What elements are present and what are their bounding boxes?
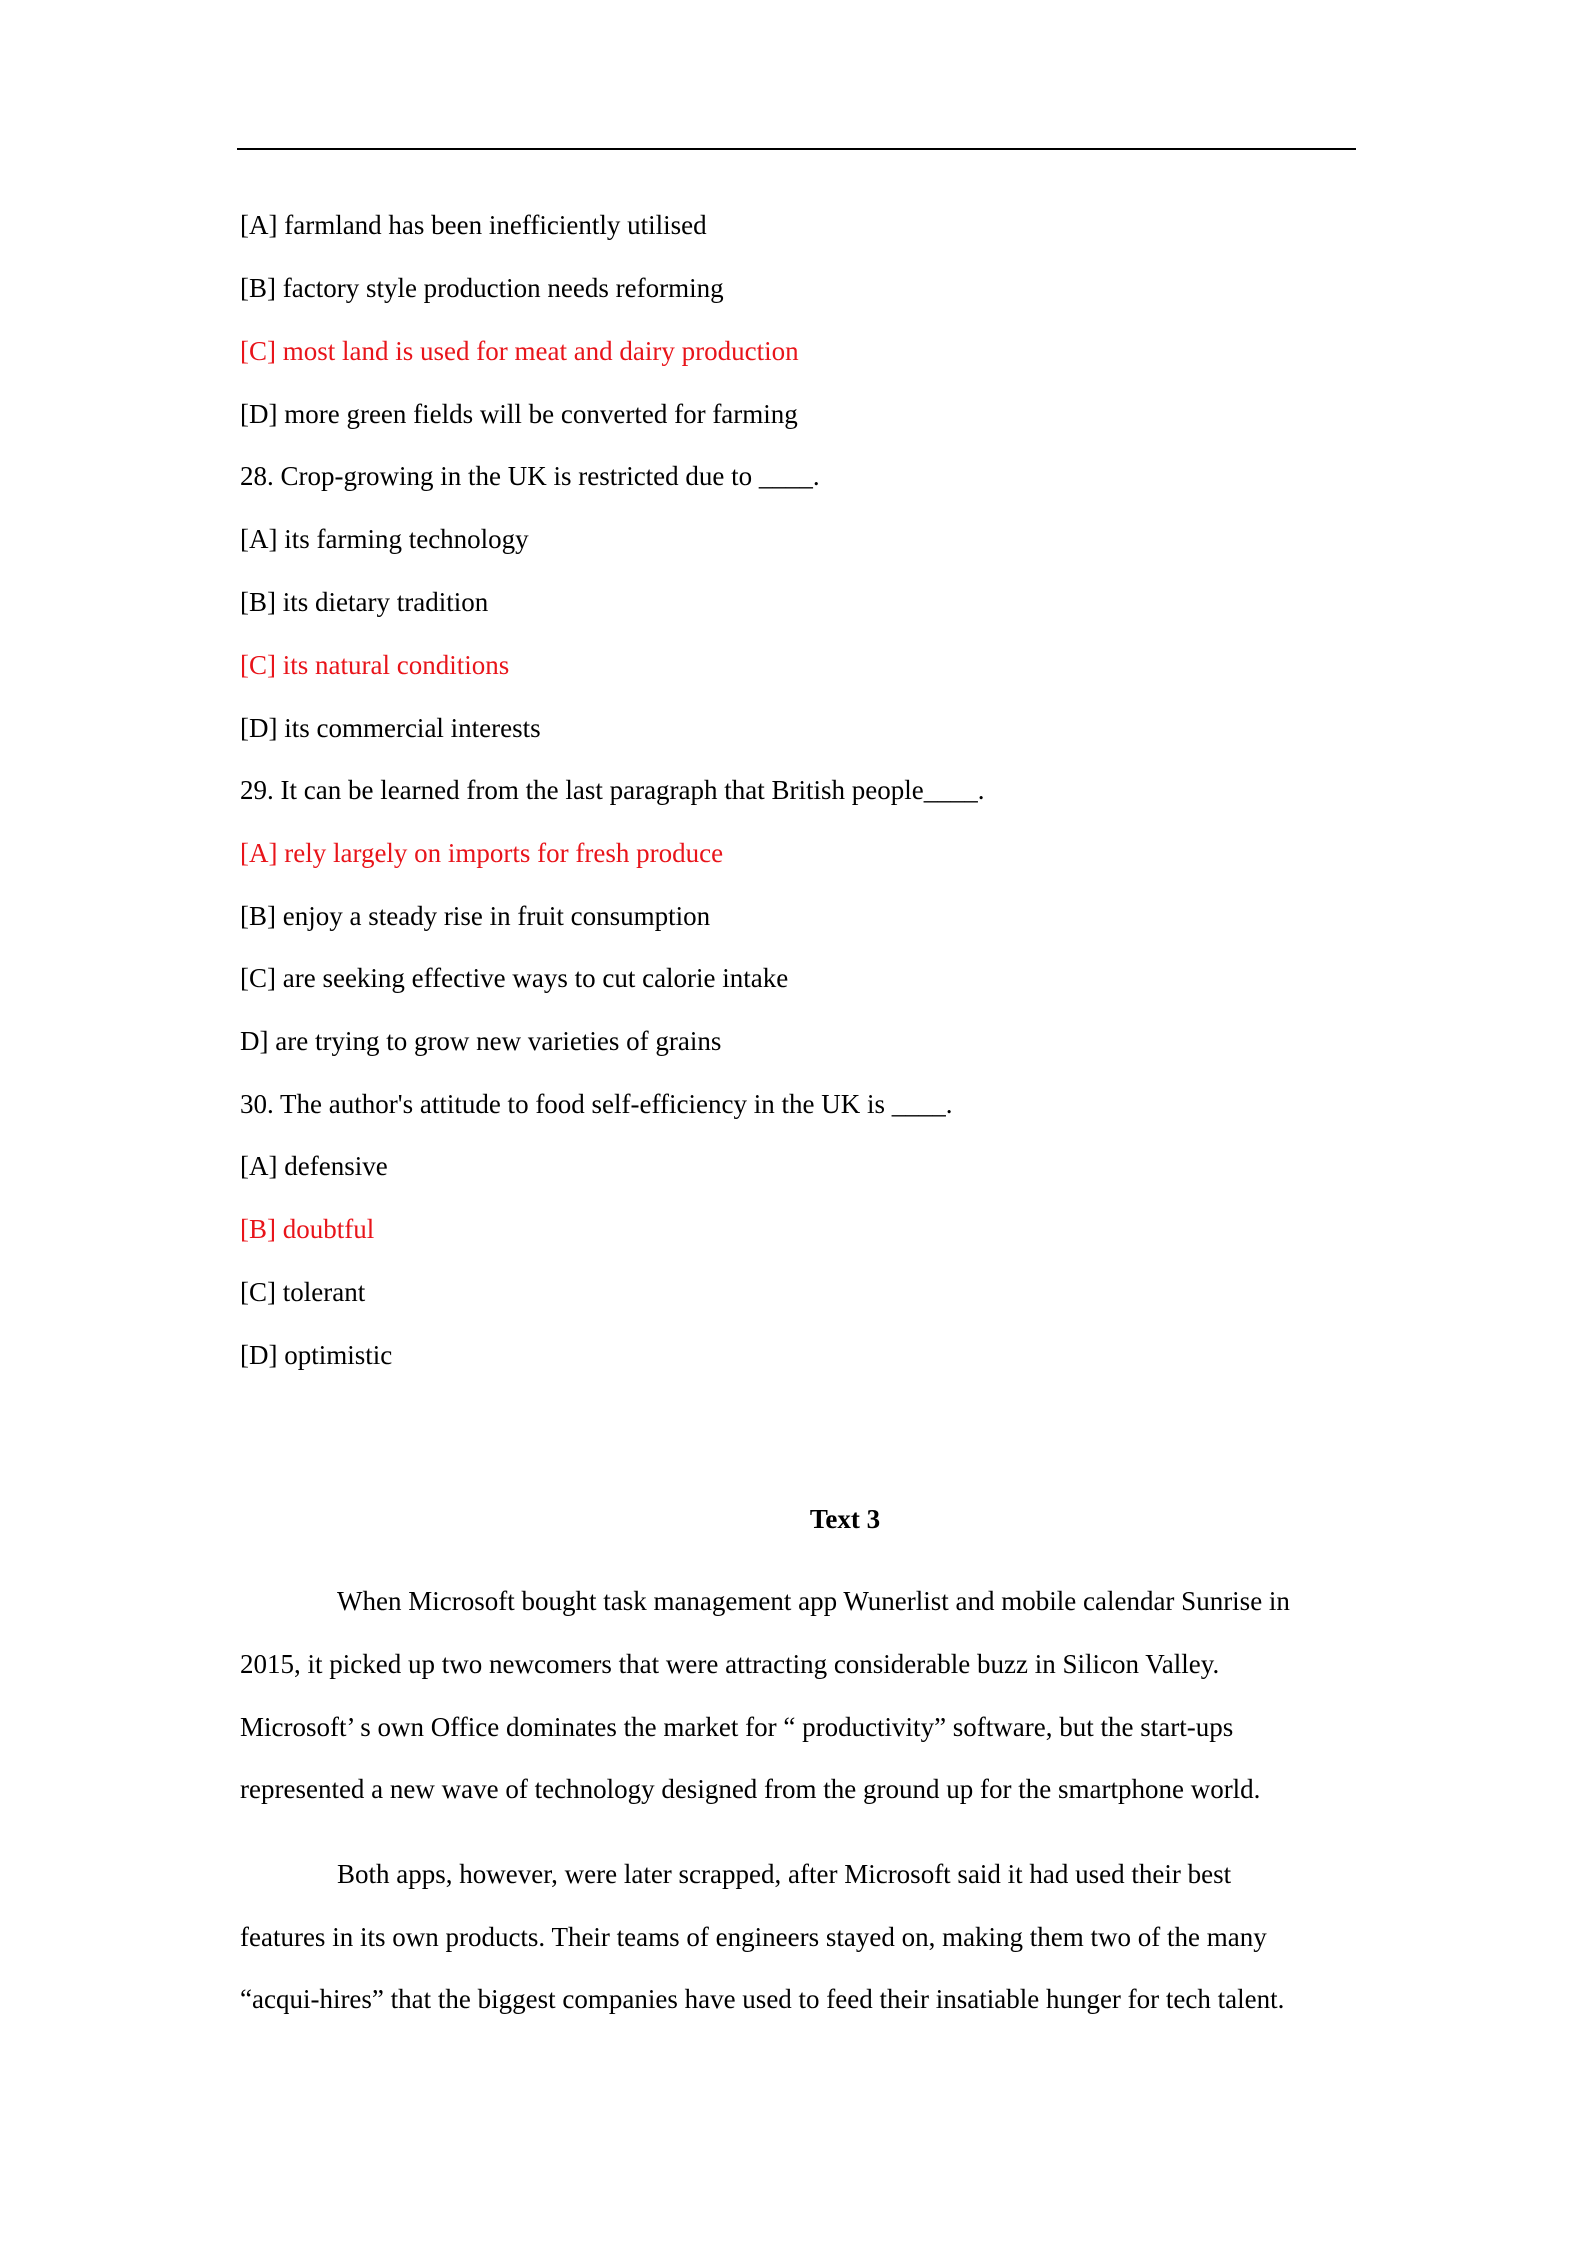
q28-option-a: [A] its farming technology bbox=[240, 524, 529, 554]
q29-option-b: [B] enjoy a steady rise in fruit consumption bbox=[240, 901, 711, 931]
paragraph1-line2: 2015, it picked up two newcomers that were attracting considerable buzz in Silicon Valley. bbox=[240, 1649, 1220, 1679]
q28-option-c-answer: [C] its natural conditions bbox=[240, 650, 510, 680]
q30-option-a: [A] defensive bbox=[240, 1151, 388, 1181]
q28-option-d: [D] its commercial interests bbox=[240, 713, 541, 743]
q27-option-a: [A] farmland has been inefficiently utilised bbox=[240, 210, 707, 240]
paragraph1-line1: When Microsoft bought task management app Wunerlist and mobile calendar Sunrise in bbox=[337, 1586, 1290, 1616]
q29-option-d: D] are trying to grow new varieties of grains bbox=[240, 1026, 722, 1056]
section-title-text3: Text 3 bbox=[809, 1504, 881, 1534]
paragraph2-line3: “acqui-hires” that the biggest companies have used to feed their insatiable hunger for tech talent. bbox=[240, 1984, 1285, 2014]
paragraph2-line1: Both apps, however, were later scrapped, after Microsoft said it had used their best bbox=[337, 1859, 1232, 1889]
q28-option-b: [B] its dietary tradition bbox=[240, 587, 489, 617]
q30-option-d: [D] optimistic bbox=[240, 1340, 393, 1370]
q29-option-a-answer: [A] rely largely on imports for fresh produce bbox=[240, 838, 724, 868]
q30-option-b-answer: [B] doubtful bbox=[240, 1214, 375, 1244]
q27-option-c-answer: [C] most land is used for meat and dairy production bbox=[240, 336, 799, 366]
q30-option-c: [C] tolerant bbox=[240, 1277, 366, 1307]
q27-option-d: [D] more green fields will be converted for farming bbox=[240, 399, 798, 429]
paragraph1-line4: represented a new wave of technology designed from the ground up for the smartphone world. bbox=[240, 1774, 1261, 1804]
q28-question: 28. Crop-growing in the UK is restricted due to ____. bbox=[240, 461, 820, 491]
q29-question: 29. It can be learned from the last paragraph that British people____. bbox=[240, 775, 985, 805]
paragraph1-line3: Microsoft’ s own Office dominates the market for “ productivity” software, but the start-ups bbox=[240, 1712, 1234, 1742]
q30-question: 30. The author's attitude to food self-efficiency in the UK is ____. bbox=[240, 1089, 953, 1119]
header-rule bbox=[237, 148, 1356, 150]
paragraph2-line2: features in its own products. Their teams of engineers stayed on, making them two of the many bbox=[240, 1922, 1267, 1952]
q27-option-b: [B] factory style production needs reforming bbox=[240, 273, 724, 303]
q29-option-c: [C] are seeking effective ways to cut calorie intake bbox=[240, 963, 789, 993]
